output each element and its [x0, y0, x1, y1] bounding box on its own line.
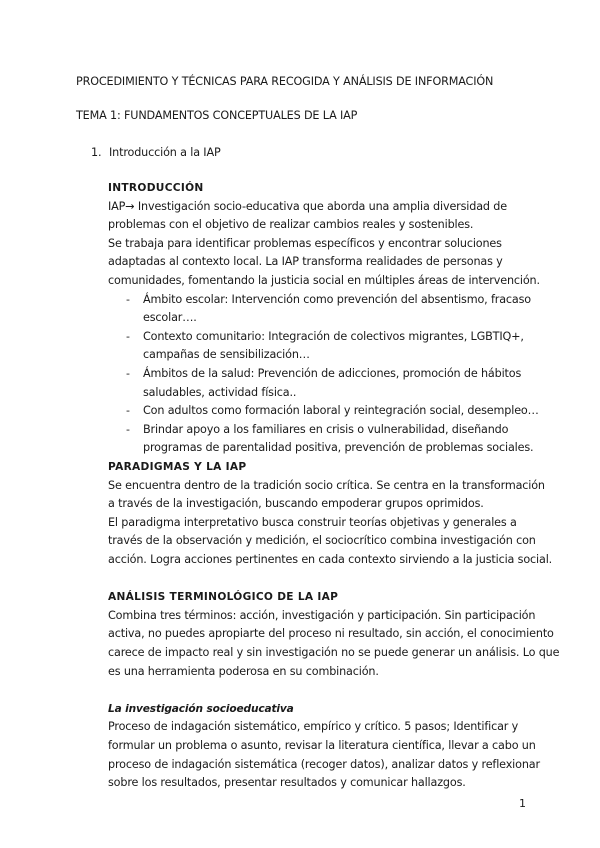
subsection-heading: La investigación socioeducativa [108, 702, 294, 715]
section-heading: INTRODUCCIÓN [108, 182, 204, 194]
paragraph-line: acción. Logra acciones pertinentes en cada contexto sirviendo a la justicia social. [108, 553, 553, 566]
bullet-dash-icon: - [126, 367, 130, 380]
paragraph-line: Se trabaja para identificar problemas específicos y encontrar soluciones [108, 236, 502, 250]
section-number: 1. [91, 146, 102, 159]
bullet-item-line: escolar…. [143, 311, 197, 325]
paragraph-line: formular un problema o asunto, revisar la literatura científica, llevar a cabo un [108, 739, 536, 752]
paragraph-line: comunidades, fomentando la justicia social en múltiples áreas de intervención. [108, 274, 540, 287]
bullet-item-line: Con adultos como formación laboral y reintegración social, desempleo… [143, 404, 539, 418]
bullet-item-line: Ámbito escolar: Intervención como prevención del absentismo, fracaso [143, 292, 531, 306]
paragraph-line: Proceso de indagación sistemático, empírico y crítico. 5 pasos; Identificar y [108, 720, 519, 734]
paragraph-line: través de la observación y medición, el sociocrítico combina investigación con [108, 534, 536, 548]
section-title: Introducción a la IAP [109, 146, 221, 159]
paragraph-line: problemas con el objetivo de realizar cambios reales y sostenibles. [108, 218, 474, 232]
bullet-item-line: programas de parentalidad positiva, prevención de problemas sociales. [143, 441, 534, 455]
bullet-dash-icon: - [126, 329, 130, 343]
bullet-item-line: Brindar apoyo a los familiares en crisis o vulnerabilidad, diseñando [143, 422, 509, 436]
paragraph-line: proceso de indagación sistemática (recoger datos), analizar datos y reflexionar [108, 757, 540, 771]
paragraph-line: Se encuentra dentro de la tradición socio crítica. Se centra en la transformación [108, 478, 545, 492]
bullet-item-line: saludables, actividad física.. [143, 385, 297, 399]
section-heading: PARADIGMAS Y LA IAP [108, 461, 247, 473]
document-title: PROCEDIMIENTO Y TÉCNICAS PARA RECOGIDA Y ANÁLISIS DE INFORMACIÓN [76, 75, 494, 88]
tema-heading: TEMA 1: FUNDAMENTOS CONCEPTUALES DE LA IAP [76, 109, 358, 122]
paragraph-line: activa, no puedes apropiarte del proceso ni resultado, sin acción, el conocimiento [108, 627, 554, 641]
paragraph-line: carece de impacto real y sin investigación no se puede generar un análisis. Lo que [108, 646, 560, 659]
page-number: 1 [519, 797, 526, 810]
paragraph-line: IAP→ Investigación socio-educativa que aborda una amplia diversidad de [108, 199, 507, 213]
bullet-dash-icon: - [126, 292, 130, 306]
paragraph-line: es una herramienta poderosa en su combinación. [108, 664, 379, 678]
paragraph-line: adaptadas al contexto local. La IAP transforma realidades de personas y [108, 255, 503, 269]
paragraph-line: sobre los resultados, presentar resultados y comunicar hallazgos. [108, 776, 466, 790]
section-heading: ANÁLISIS TERMINOLÓGICO DE LA IAP [108, 591, 339, 604]
paragraph-line: El paradigma interpretativo busca construir teorías objetivas y generales a [108, 515, 517, 529]
bullet-dash-icon: - [126, 422, 130, 436]
bullet-dash-icon: - [126, 404, 130, 418]
paragraph-line: Combina tres términos: acción, investigación y participación. Sin participación [108, 608, 536, 622]
bullet-item-line: Ámbitos de la salud: Prevención de adicciones, promoción de hábitos [143, 367, 522, 380]
paragraph-line: a través de la investigación, buscando empoderar grupos oprimidos. [108, 497, 484, 511]
bullet-item-line: campañas de sensibilización… [143, 348, 310, 362]
bullet-item-line: Contexto comunitario: Integración de colectivos migrantes, LGBTIQ+, [143, 329, 524, 343]
